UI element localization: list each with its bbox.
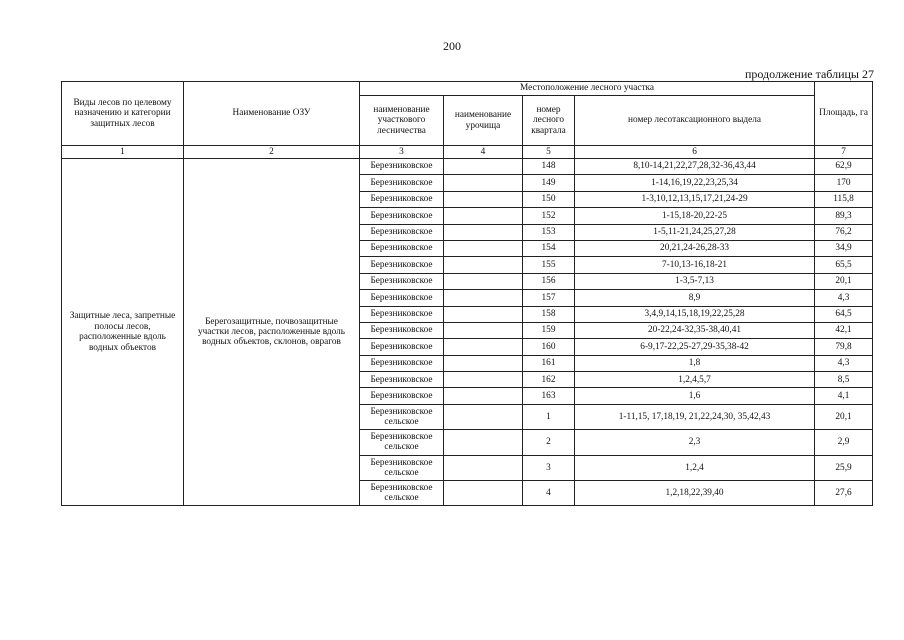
area-cell: 34,9 bbox=[815, 240, 873, 256]
column-number: 4 bbox=[444, 146, 523, 159]
area-cell: 62,9 bbox=[815, 159, 873, 175]
quarter-cell: 1 bbox=[523, 404, 575, 429]
column-number: 7 bbox=[815, 146, 873, 159]
sections-cell: 6-9,17-22,25-27,29-35,38-42 bbox=[575, 339, 815, 355]
sections-cell: 20-22,24-32,35-38,40,41 bbox=[575, 322, 815, 338]
forest-sections-table bbox=[61, 81, 873, 506]
header-row-1 bbox=[62, 82, 873, 96]
sections-cell: 1,2,4 bbox=[575, 455, 815, 480]
area-cell: 76,2 bbox=[815, 224, 873, 240]
tract-cell bbox=[444, 404, 523, 429]
forestry-cell: Березниковское bbox=[360, 273, 444, 289]
page-number: 200 bbox=[443, 39, 461, 53]
area-cell: 42,1 bbox=[815, 322, 873, 338]
tract-cell bbox=[444, 191, 523, 207]
forestry-cell: Березниковское bbox=[360, 372, 444, 388]
column-number: 6 bbox=[575, 146, 815, 159]
header-tract: наименование урочища bbox=[444, 96, 523, 146]
sections-cell: 1-14,16,19,22,23,25,34 bbox=[575, 175, 815, 191]
area-cell: 25,9 bbox=[815, 455, 873, 480]
tract-cell bbox=[444, 273, 523, 289]
sections-cell: 20,21,24-26,28-33 bbox=[575, 240, 815, 256]
tract-cell bbox=[444, 306, 523, 322]
column-number: 3 bbox=[360, 146, 444, 159]
quarter-cell: 4 bbox=[523, 481, 575, 506]
tract-cell bbox=[444, 208, 523, 224]
sections-cell: 8,10-14,21,22,27,28,32-36,43,44 bbox=[575, 159, 815, 175]
quarter-cell: 155 bbox=[523, 257, 575, 273]
tract-cell bbox=[444, 455, 523, 480]
header-forest-type: Виды лесов по целевому назначению и категории защитных лесов bbox=[62, 82, 184, 146]
forestry-cell: Березниковское bbox=[360, 339, 444, 355]
table-row bbox=[62, 159, 873, 175]
tract-cell bbox=[444, 240, 523, 256]
sections-cell: 1-11,15, 17,18,19, 21,22,24,30, 35,42,43 bbox=[575, 404, 815, 429]
sections-cell: 8,9 bbox=[575, 290, 815, 306]
tract-cell bbox=[444, 388, 523, 404]
tract-cell bbox=[444, 224, 523, 240]
column-number: 5 bbox=[523, 146, 575, 159]
tract-cell bbox=[444, 372, 523, 388]
forestry-cell: Березниковское сельское bbox=[360, 481, 444, 506]
tract-cell bbox=[444, 257, 523, 273]
forestry-cell: Березниковское bbox=[360, 159, 444, 175]
area-cell: 89,3 bbox=[815, 208, 873, 224]
forestry-cell: Березниковское bbox=[360, 306, 444, 322]
forestry-cell: Березниковское bbox=[360, 257, 444, 273]
area-cell: 65,5 bbox=[815, 257, 873, 273]
area-cell: 20,1 bbox=[815, 273, 873, 289]
quarter-cell: 148 bbox=[523, 159, 575, 175]
forestry-cell: Березниковское bbox=[360, 355, 444, 371]
sections-cell: 1-3,10,12,13,15,17,21,24-29 bbox=[575, 191, 815, 207]
ozu-name-cell: Берегозащитные, почвозащитные участки лесов, расположенные вдоль водных объектов, склонов, оврагов bbox=[184, 159, 360, 506]
column-number-row bbox=[62, 146, 873, 159]
tract-cell bbox=[444, 430, 523, 455]
header-sections: номер лесотаксационного выдела bbox=[575, 96, 815, 146]
area-cell: 2,9 bbox=[815, 430, 873, 455]
area-cell: 27,6 bbox=[815, 481, 873, 506]
sections-cell: 1-15,18-20,22-25 bbox=[575, 208, 815, 224]
area-cell: 79,8 bbox=[815, 339, 873, 355]
forestry-cell: Березниковское bbox=[360, 322, 444, 338]
forestry-cell: Березниковское bbox=[360, 224, 444, 240]
tract-cell bbox=[444, 481, 523, 506]
forest-type-cell: Защитные леса, запретные полосы лесов, расположенные вдоль водных объектов bbox=[62, 159, 184, 506]
tract-cell bbox=[444, 322, 523, 338]
quarter-cell: 163 bbox=[523, 388, 575, 404]
header-ozu-name: Наименование ОЗУ bbox=[184, 82, 360, 146]
forestry-cell: Березниковское сельское bbox=[360, 455, 444, 480]
forestry-cell: Березниковское bbox=[360, 208, 444, 224]
forestry-cell: Березниковское bbox=[360, 388, 444, 404]
sections-cell: 1,2,18,22,39,40 bbox=[575, 481, 815, 506]
quarter-cell: 156 bbox=[523, 273, 575, 289]
quarter-cell: 2 bbox=[523, 430, 575, 455]
area-cell: 4,3 bbox=[815, 290, 873, 306]
header-location-group: Местоположение лесного участка bbox=[360, 82, 815, 96]
header-area: Площадь, га bbox=[815, 82, 873, 146]
column-number: 1 bbox=[62, 146, 184, 159]
tract-cell bbox=[444, 339, 523, 355]
table-body bbox=[62, 159, 873, 506]
sections-cell: 2,3 bbox=[575, 430, 815, 455]
area-cell: 4,1 bbox=[815, 388, 873, 404]
forestry-cell: Березниковское сельское bbox=[360, 430, 444, 455]
quarter-cell: 158 bbox=[523, 306, 575, 322]
area-cell: 64,5 bbox=[815, 306, 873, 322]
forestry-cell: Березниковское bbox=[360, 191, 444, 207]
quarter-cell: 154 bbox=[523, 240, 575, 256]
quarter-cell: 150 bbox=[523, 191, 575, 207]
sections-cell: 1,6 bbox=[575, 388, 815, 404]
area-cell: 170 bbox=[815, 175, 873, 191]
area-cell: 4,3 bbox=[815, 355, 873, 371]
table-continuation-label: продолжение таблицы 27 bbox=[744, 67, 874, 81]
sections-cell: 1,2,4,5,7 bbox=[575, 372, 815, 388]
area-cell: 115,8 bbox=[815, 191, 873, 207]
tract-cell bbox=[444, 175, 523, 191]
quarter-cell: 149 bbox=[523, 175, 575, 191]
forestry-cell: Березниковское bbox=[360, 290, 444, 306]
sections-cell: 7-10,13-16,18-21 bbox=[575, 257, 815, 273]
sections-cell: 1,8 bbox=[575, 355, 815, 371]
header-forestry: наименование участкового лесничества bbox=[360, 96, 444, 146]
column-number: 2 bbox=[184, 146, 360, 159]
quarter-cell: 157 bbox=[523, 290, 575, 306]
forestry-cell: Березниковское bbox=[360, 175, 444, 191]
forestry-cell: Березниковское bbox=[360, 240, 444, 256]
quarter-cell: 3 bbox=[523, 455, 575, 480]
header-quarter: номер лесного квартала bbox=[523, 96, 575, 146]
tract-cell bbox=[444, 290, 523, 306]
tract-cell bbox=[444, 355, 523, 371]
quarter-cell: 159 bbox=[523, 322, 575, 338]
quarter-cell: 160 bbox=[523, 339, 575, 355]
tract-cell bbox=[444, 159, 523, 175]
area-cell: 8,5 bbox=[815, 372, 873, 388]
area-cell: 20,1 bbox=[815, 404, 873, 429]
quarter-cell: 153 bbox=[523, 224, 575, 240]
sections-cell: 1-3,5-7,13 bbox=[575, 273, 815, 289]
quarter-cell: 162 bbox=[523, 372, 575, 388]
forestry-cell: Березниковское сельское bbox=[360, 404, 444, 429]
quarter-cell: 152 bbox=[523, 208, 575, 224]
sections-cell: 3,4,9,14,15,18,19,22,25,28 bbox=[575, 306, 815, 322]
quarter-cell: 161 bbox=[523, 355, 575, 371]
sections-cell: 1-5,11-21,24,25,27,28 bbox=[575, 224, 815, 240]
